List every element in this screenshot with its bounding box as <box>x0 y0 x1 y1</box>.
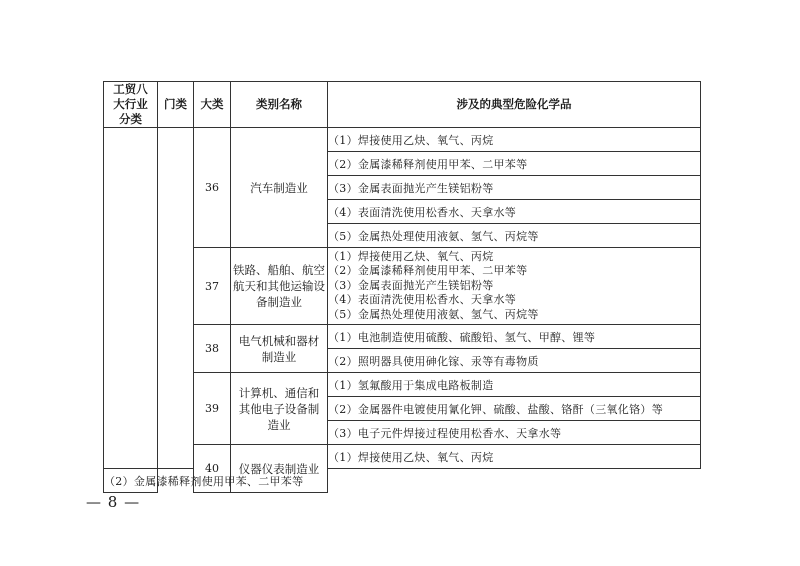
industry-cell <box>104 128 158 469</box>
chemical-item: （1）焊接使用乙炔、氧气、丙烷 <box>328 445 701 469</box>
chemical-item-group <box>328 248 701 325</box>
chemical-item: （3）电子元件焊接过程使用松香水、天拿水等 <box>328 421 701 445</box>
class-number: 39 <box>194 373 231 445</box>
chemical-item: （2）金属漆稀释剂使用甲苯、二甲苯等 <box>328 264 528 278</box>
header-category-name: 类别名称 <box>231 82 328 128</box>
door-cell <box>158 128 194 469</box>
chemical-item: （2）照明器具使用砷化镓、汞等有毒物质 <box>328 349 701 373</box>
class-name: 铁路、船舶、航空航天和其他运输设备制造业 <box>231 248 328 325</box>
header-industry: 工贸八大行业分类 <box>104 82 158 128</box>
chemical-item: （3）金属表面抛光产生镁铝粉等 <box>328 176 701 200</box>
class-number: 40 <box>194 445 231 493</box>
class-name: 计算机、通信和其他电子设备制造业 <box>231 373 328 445</box>
table-row <box>104 325 701 349</box>
chemical-item: （1）氢氟酸用于集成电路板制造 <box>328 373 701 397</box>
chemical-item: （2）金属器件电镀使用氰化钾、硫酸、盐酸、铬酐（三氧化铬）等 <box>328 397 701 421</box>
chemical-item: （4）表面清洗使用松香水、天拿水等 <box>328 293 517 307</box>
chemical-item: （2）金属漆稀释剂使用甲苯、二甲苯等 <box>104 469 158 493</box>
header-chemicals: 涉及的典型危险化学品 <box>328 82 701 128</box>
chemical-item: （4）表面清洗使用松香水、天拿水等 <box>328 200 701 224</box>
chemical-item: （1）电池制造使用硫酸、硫酸铅、氢气、甲醇、锂等 <box>328 325 701 349</box>
chemical-item: （5）金属热处理使用液氨、氢气、丙烷等 <box>328 307 539 321</box>
chemical-item: （3）金属表面抛光产生镁铝粉等 <box>328 278 494 292</box>
chemical-item: （1）焊接使用乙炔、氧气、丙烷 <box>328 249 494 263</box>
header-door: 门类 <box>158 82 194 128</box>
class-number: 37 <box>194 248 231 325</box>
chemical-item: （5）金属热处理使用液氨、氢气、丙烷等 <box>328 224 701 248</box>
header-row <box>104 82 701 128</box>
class-name: 仪器仪表制造业 <box>231 445 328 493</box>
table-row <box>104 248 701 325</box>
chemical-item: （1）焊接使用乙炔、氧气、丙烷 <box>328 128 701 152</box>
table-row <box>104 128 701 152</box>
hazard-chemicals-table <box>103 81 701 493</box>
class-name: 电气机械和器材制造业 <box>231 325 328 373</box>
chemical-item: （2）金属漆稀释剂使用甲苯、二甲苯等 <box>328 152 701 176</box>
table-row <box>104 373 701 397</box>
page-number: — 8 — <box>86 493 141 511</box>
class-number: 36 <box>194 128 231 248</box>
header-major: 大类 <box>194 82 231 128</box>
table-row <box>104 445 701 469</box>
class-number: 38 <box>194 325 231 373</box>
class-name: 汽车制造业 <box>231 128 328 248</box>
